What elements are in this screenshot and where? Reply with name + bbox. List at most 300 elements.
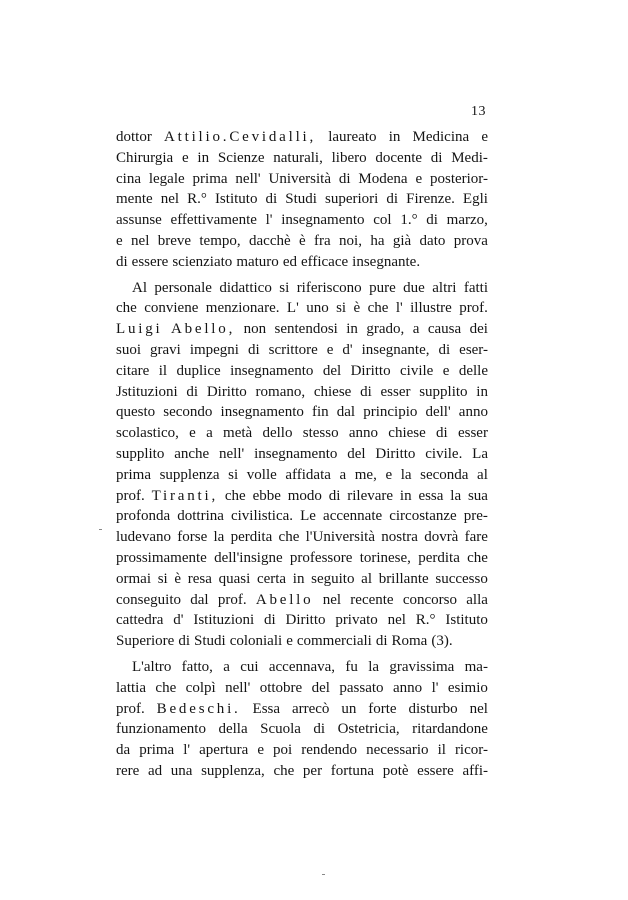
paragraph [116,127,488,273]
word: personale [154,279,212,296]
word: affidata [285,466,331,483]
word: metà [223,425,253,442]
word: cui [240,658,259,675]
word: Roma [391,633,428,650]
word: coloniali [229,633,283,650]
word: per [302,762,323,779]
word: di [436,425,448,442]
word: dell' [425,404,451,421]
word: L'altro [132,658,172,675]
word: di [430,149,443,166]
word: di [178,633,190,650]
word: commerciali [296,633,372,650]
word: dato [419,232,446,249]
word: del [322,362,342,379]
word: disturbo [408,700,458,717]
text-line [116,340,488,361]
spaced-name: Abello [255,591,314,608]
word: di [360,383,372,400]
text-line [116,169,488,190]
word: due [403,279,425,296]
word: la [368,658,380,675]
word: dovrà [424,529,459,546]
word: ad [147,762,163,779]
word: e [189,425,196,442]
word: colpì [185,679,216,696]
page-number: 13 [471,104,486,119]
word: si [279,279,290,296]
word: esimio [447,679,488,696]
word: in [388,129,401,145]
word: tempo, [199,232,241,249]
word: altri [432,279,457,296]
word: Chirurgia [116,149,174,166]
word: la [400,466,412,483]
word: chiese [388,425,426,442]
text-line [116,382,488,403]
word: esser [380,383,411,400]
text-line [116,148,488,169]
word: già [392,232,412,249]
word: concorso [402,591,457,608]
word: che [278,529,300,546]
word: apertura [199,742,249,759]
word: nel [387,612,406,629]
word: marzo, [446,212,488,229]
word: che [116,300,137,317]
word: duplice [176,362,221,379]
word: della [218,721,248,738]
word: principio [363,404,418,421]
word: insegnante, [361,341,430,358]
word: accennava, [268,658,336,675]
word: arrecò [291,700,330,717]
word: ebbe [252,487,281,504]
word: suoi [116,341,142,358]
word: Al [132,279,147,296]
word: anno [348,425,379,442]
word: insegnamento [220,404,304,421]
text-line [116,657,488,678]
word: forte [368,700,397,717]
word: che [224,487,246,504]
word: profonda [116,508,171,525]
word: Diritto [206,383,247,400]
text-line [116,252,488,273]
word: è [174,570,182,587]
word: noi, [339,232,362,249]
word: libero [331,149,367,166]
text-line [116,610,488,631]
text-line [116,423,488,444]
word: illustre [410,300,452,317]
scan-speck [99,529,102,530]
paragraph [116,278,488,652]
word: in [197,149,210,166]
word: civile [400,362,434,379]
word: un [341,700,357,717]
word: che [367,300,389,317]
word: seconda [420,466,469,483]
text-line [116,189,488,210]
word: Diritto [285,612,326,629]
word: dei [469,321,488,338]
word: insegnante. [352,253,421,270]
word: a [206,425,213,442]
word: supplenza, [201,762,265,779]
word: fatti [463,279,488,296]
text-line [116,506,488,527]
word: fare [464,529,488,546]
text-line [116,527,488,548]
word: impegni [189,341,239,358]
word: citare [116,362,150,379]
word: l' [183,742,191,759]
word: chiese [313,383,352,400]
text-line [116,699,488,720]
text-line [116,761,488,782]
word: potè [382,762,409,779]
word: naturali, [273,149,323,166]
word: breve [157,232,192,249]
word: è [299,232,306,249]
word: effettivamente [170,212,257,229]
word: d' [173,612,184,629]
word: Firenze. [406,191,455,208]
word: dottor [116,129,152,145]
word: nel [131,232,150,249]
text-line [116,465,488,486]
word: riferiscono [296,279,362,296]
word: Diritto [375,445,416,462]
word: questo [116,404,156,421]
word: efficace [300,253,349,270]
word: a [223,658,230,675]
text-line [116,678,488,699]
word: in [346,321,358,338]
word: insegnamento [230,362,314,379]
word: e [481,129,488,145]
word: fortuna [330,762,375,779]
word: e [286,633,293,650]
word: Università [268,170,331,187]
word: eser- [459,341,488,358]
word: al [477,466,488,483]
word: Le [300,508,316,525]
word: lattia [116,679,146,696]
word: nel [160,191,180,208]
word: in [476,383,488,400]
word: e [116,232,123,249]
word: civilistica. [230,508,294,525]
word: insegnamento [281,212,365,229]
word: volle [246,466,277,483]
word: scrittore [268,341,318,358]
text-line [116,444,488,465]
word: in [292,570,305,587]
word: nostra [381,529,418,546]
word: e [181,149,189,166]
word: si [228,466,239,483]
word: Medicina [412,129,470,145]
word: fin [311,404,329,421]
word: Superiore [116,633,175,650]
word: prova [453,232,488,249]
word: grado, [366,321,405,338]
word: (3). [431,633,453,650]
word: forse [177,529,208,546]
word: col [373,212,392,229]
word: ottobre [259,679,303,696]
word: essere [131,253,169,270]
word: La [472,445,488,462]
word: Studi [194,633,226,650]
word: prof. [217,591,247,608]
paragraph [116,657,488,782]
word: ed [282,253,297,270]
word: l'Università [305,529,375,546]
word: la [450,487,462,504]
word: fu [345,658,358,675]
word: dell'insigne [214,549,283,566]
word: certa [256,570,287,587]
word: docente [375,149,423,166]
word: non [243,321,267,338]
word: cattedra [116,612,164,629]
word: di [265,191,278,208]
word: da [116,742,131,759]
text-line [116,590,488,611]
word: essa [418,487,444,504]
word: Ostetricia, [337,721,400,738]
word: in [399,487,412,504]
word: recente [350,591,394,608]
word: superiori [325,191,379,208]
word: dal [336,404,356,421]
word: che [273,762,295,779]
word: si [336,300,347,317]
spaced-name: Tiranti, [151,487,219,504]
word: prof. [116,700,145,717]
word: di [263,612,276,629]
text-line [116,569,488,590]
word: di [426,212,438,229]
word: laureato [328,129,377,145]
text-line [116,486,488,507]
word: anno [392,679,423,696]
word: uno [306,300,329,317]
word: necessario [366,742,429,759]
word: R.° [187,191,207,208]
word: di [338,170,351,187]
word: me, [354,466,377,483]
word: professore [289,549,353,566]
word: seguito [311,570,355,587]
word: Diritto [350,362,391,379]
word: Egli [462,191,488,208]
word: romano, [255,383,306,400]
word: scienziato [172,253,233,270]
word: dal [190,591,209,608]
word: al [361,570,372,587]
word: resa [187,570,212,587]
word: ha [370,232,385,249]
word: causa [427,321,462,338]
word: mente [116,191,153,208]
body-text [116,127,488,782]
word: Istituto [445,612,488,629]
word: che [467,549,488,566]
word: nell' [219,445,245,462]
word: insegnamento [254,445,338,462]
word: R.° [415,612,436,629]
word: a [412,321,420,338]
text-line [116,402,488,423]
word: e [415,170,423,187]
word: pre- [463,508,488,525]
word: prof. [116,487,145,504]
word: prossimamente [116,549,207,566]
word: di [247,341,260,358]
word: accennate [323,508,383,525]
text-line [116,548,488,569]
word: poi [273,742,293,759]
word: assunse [116,212,162,229]
text-line [116,319,488,340]
word: dottrina [177,508,224,525]
spaced-name: Luigi [116,321,163,338]
word: Medi- [451,149,488,166]
spaced-name: Bedeschi. [156,700,241,717]
word: dello [262,425,293,442]
word: brillante [378,570,429,587]
word: l' [265,212,273,229]
word: Scuola [260,721,301,738]
word: supplenza [159,466,220,483]
word: alla [466,591,488,608]
text-line [116,127,488,148]
word: gravi [150,341,181,358]
text-line [116,361,488,382]
word: nel [322,591,342,608]
word: ormai [116,570,151,587]
word: del [347,445,366,462]
word: delle [458,362,488,379]
word: legale [148,170,185,187]
spaced-name: Abello, [170,321,236,338]
word: di [386,191,399,208]
word: del [311,679,330,696]
word: e [326,341,334,358]
word: ricor- [454,742,488,759]
scan-speck [322,874,325,875]
text-line [116,740,488,761]
word: di [375,633,388,650]
word: didattico [219,279,272,296]
word: circostanze [389,508,457,525]
word: esser [457,425,488,442]
word: prima [139,742,175,759]
word: Istituzioni [193,612,255,629]
word: L' [286,300,299,317]
word: a [339,466,347,483]
word: anno [458,404,488,421]
word: fatto, [181,658,213,675]
word: supplito [419,383,468,400]
word: gravissima [389,658,455,675]
word: ludevano [116,529,171,546]
word: civile. [425,445,463,462]
word: modo [287,487,322,504]
word: maturo [236,253,279,270]
word: prof. [459,300,488,317]
word: prima [192,170,228,187]
word: perdita [418,549,460,566]
word: ma- [464,658,488,675]
text-line [116,278,488,299]
word: funzionamento [116,721,206,738]
word: conseguito [116,591,181,608]
word: cina [116,170,141,187]
word: perdita [230,529,273,546]
word: è [353,300,361,317]
word: pure [369,279,396,296]
word: il [437,742,446,759]
word: scolastico, [116,425,179,442]
word: l' [395,300,403,317]
word: rendendo [301,742,358,759]
word: 1.° [400,212,418,229]
word: torinese, [359,549,411,566]
word: sentendosi [274,321,338,338]
text-line [116,719,488,740]
word: la [213,529,225,546]
word: quasi [218,570,251,587]
word: rilevare [347,487,394,504]
word: supplito [116,445,165,462]
text-line [116,298,488,319]
word: di [328,487,341,504]
text-line [116,231,488,252]
word: affi- [462,762,488,779]
word: dacchè [249,232,291,249]
word: il [158,362,168,379]
word: privato [335,612,378,629]
word: ritardandone [412,721,488,738]
word: sua [467,487,488,504]
word: e [442,362,450,379]
word: nel [469,700,488,717]
word: secondo [163,404,213,421]
word: prima [116,466,151,483]
word: una [170,762,193,779]
word: si [157,570,168,587]
word: conviene [144,300,199,317]
word: l' [431,679,439,696]
word: anche [174,445,210,462]
word: passato [339,679,384,696]
word: Istituto [214,191,258,208]
word: di [186,383,199,400]
word: Modena [358,170,408,187]
word: stesso [302,425,339,442]
word: Studi [285,191,317,208]
word: di [313,721,326,738]
word: di [438,341,451,358]
word: Essa [252,700,281,717]
word: Jstituzioni [116,383,178,400]
word: nell' [235,170,261,187]
